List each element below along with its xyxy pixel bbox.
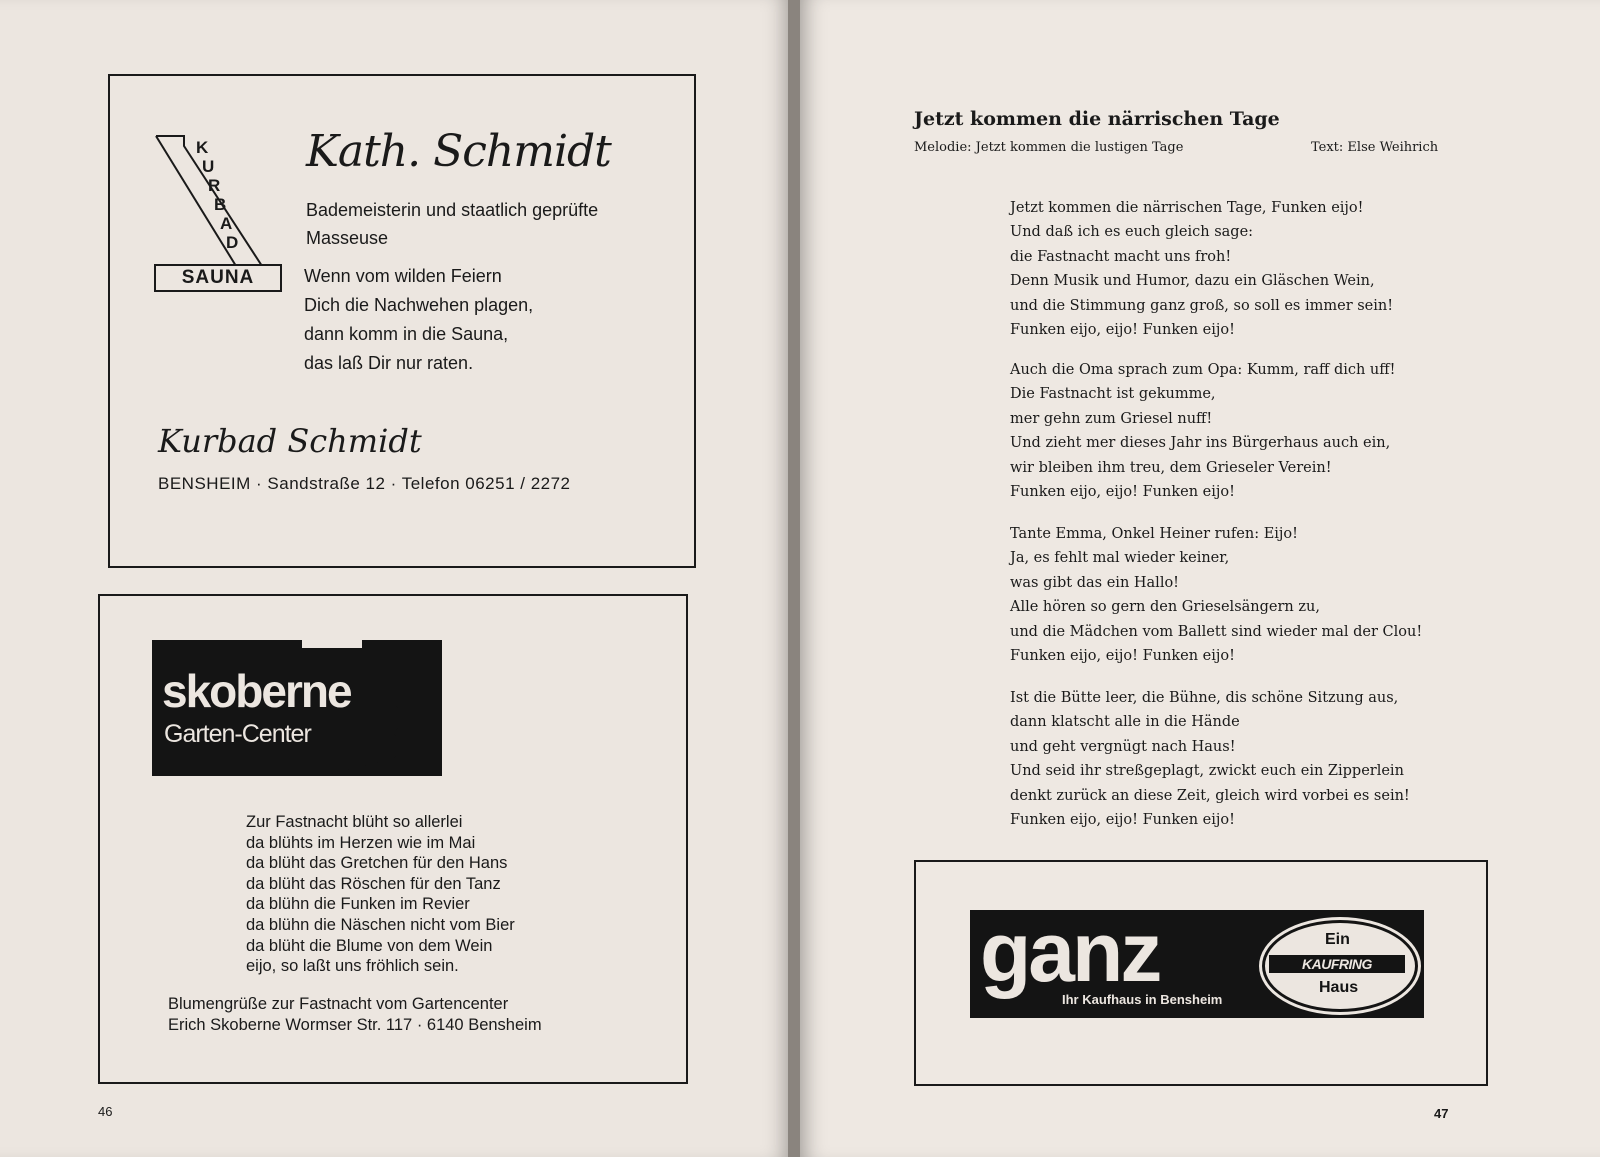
song-verse-1 (1010, 196, 1480, 342)
kaufring-badge (1262, 920, 1418, 1012)
verse-line: Und zieht mer dieses Jahr ins Bürgerhaus auch ein, (1010, 435, 1391, 452)
verse-line: Tante Emma, Onkel Heiner rufen: Eijo! (1010, 526, 1298, 542)
sauna-label: SAUNA (154, 264, 282, 292)
kurbad-letters (192, 138, 252, 252)
verse-line: was gibt das ein Hallo! (1010, 574, 1180, 591)
verse-line: Funken eijo, eijo! Funken eijo! (1010, 648, 1235, 665)
verse-line: die Fastnacht macht uns froh! (1010, 248, 1232, 265)
song-verse-3 (1010, 522, 1480, 668)
verse-line: wir bleiben ihm treu, dem Grieseler Verein! (1010, 459, 1332, 476)
ganz-brand: ganz (980, 905, 1160, 999)
verse-line: Alle hören so gern den Grieselsängern zu, (1010, 599, 1320, 616)
verse-line: Jetzt kommen die närrischen Tage, Funken eijo! (1010, 200, 1364, 216)
profession-subtitle (306, 196, 676, 252)
verse-line: Und daß ich es euch gleich sage: (1010, 224, 1254, 241)
schmidt-address: BENSHEIM · Sandstraße 12 · Telefon 06251 / 2272 (158, 474, 571, 493)
poem-line: dann komm in die Sauna, (304, 324, 509, 344)
logo-letter: B (214, 195, 228, 214)
poem-line: Zur Fastnacht blüht so allerlei (246, 813, 463, 831)
logo-letter: A (220, 214, 234, 233)
poem-line: Dich die Nachwehen plagen, (304, 295, 534, 315)
song-title: Jetzt kommen die närrischen Tage (914, 108, 1280, 130)
skoberne-ad (98, 594, 688, 1084)
verse-line: Funken eijo, eijo! Funken eijo! (1010, 812, 1235, 829)
badge-haus: Haus (1319, 979, 1359, 996)
ganz-logo (970, 905, 1424, 1018)
verse-line: mer gehn zum Griesel nuff! (1010, 410, 1213, 427)
verse-line: denkt zurück an diese Zeit, gleich wird vorbei es sein! (1010, 787, 1410, 804)
verse-line: Auch die Oma sprach zum Opa: Kumm, raff dich uff! (1010, 362, 1396, 378)
song-text-credit: Text: Else Weihrich (1311, 140, 1439, 155)
poem-line: da blüht die Blume von dem Wein (246, 936, 493, 955)
footer-line: Blumengrüße zur Fastnacht vom Gartencenter (168, 995, 509, 1013)
verse-line: und die Stimmung ganz groß, so soll es immer sein! (1010, 297, 1394, 314)
skoberne-logo (152, 640, 442, 776)
poem-line: da blühn die Näschen nicht vom Bier (246, 915, 515, 934)
song-verse-4 (1010, 686, 1480, 832)
song-melody: Melodie: Jetzt kommen die lustigen Tage (914, 140, 1184, 155)
skoberne-footer (168, 994, 542, 1036)
poem-line: da blühts im Herzen wie im Mai (246, 833, 476, 852)
verse-line: und die Mädchen vom Ballett sind wieder mal der Clou! (1010, 623, 1423, 640)
logo-letter: K (196, 138, 210, 157)
poem-line: da blüht das Gretchen für den Hans (246, 854, 508, 873)
kurbad-schmidt-name: Kurbad Schmidt (158, 422, 422, 460)
verse-line: Funken eijo, eijo! Funken eijo! (1010, 322, 1235, 339)
kurbad-schmidt-ad (108, 74, 696, 568)
poem-line: Wenn vom wilden Feiern (304, 266, 502, 286)
kath-schmidt-title: Kath. Schmidt (306, 126, 611, 177)
song-verse-2 (1010, 358, 1480, 504)
fastnacht-poem (246, 812, 515, 977)
poem-line: eijo, so laßt uns fröhlich sein. (246, 957, 459, 976)
footer-line: Erich Skoberne Wormser Str. 117 · 6140 Bensheim (168, 1016, 542, 1034)
verse-line: dann klatscht alle in die Hände (1010, 714, 1240, 731)
verse-line: Ist die Bütte leer, die Bühne, dis schöne Sitzung aus, (1010, 690, 1399, 706)
poem-line: da blüht das Röschen für den Tanz (246, 874, 501, 893)
page-number-right: 47 (1434, 1106, 1449, 1121)
poem-line: das laß Dir nur raten. (304, 353, 474, 373)
logo-letter: U (202, 157, 216, 176)
garten-center-label: Garten-Center (164, 720, 311, 748)
kurbad-sauna-logo (154, 134, 284, 294)
ganz-tagline: Ihr Kaufhaus in Bensheim (1062, 992, 1223, 1007)
badge-ein: Ein (1325, 931, 1350, 948)
verse-line: Die Fastnacht ist gekumme, (1010, 386, 1216, 403)
subtitle-line: Bademeisterin und staatlich geprüfte (306, 200, 599, 220)
verse-line: und geht vergnügt nach Haus! (1010, 738, 1236, 755)
subtitle-line: Masseuse (306, 228, 389, 248)
ganz-kaufhaus-ad (914, 860, 1488, 1086)
verse-line: Und seid ihr streßgeplagt, zwickt euch ein Zipperlein (1010, 763, 1404, 780)
skoberne-brand: skoberne (162, 665, 351, 717)
badge-kaufring: KAUFRING (1269, 955, 1405, 973)
verse-line: Ja, es fehlt mal wieder keiner, (1010, 550, 1230, 567)
poem-line: da blühn die Funken im Revier (246, 895, 470, 914)
sauna-poem (304, 262, 533, 378)
verse-line: Funken eijo, eijo! Funken eijo! (1010, 484, 1235, 501)
logo-letter: D (226, 233, 240, 252)
page-number-left: 46 (98, 1104, 113, 1119)
verse-line: Denn Musik und Humor, dazu ein Gläschen Wein, (1010, 273, 1375, 290)
left-page (0, 0, 790, 1157)
logo-letter: R (208, 176, 222, 195)
